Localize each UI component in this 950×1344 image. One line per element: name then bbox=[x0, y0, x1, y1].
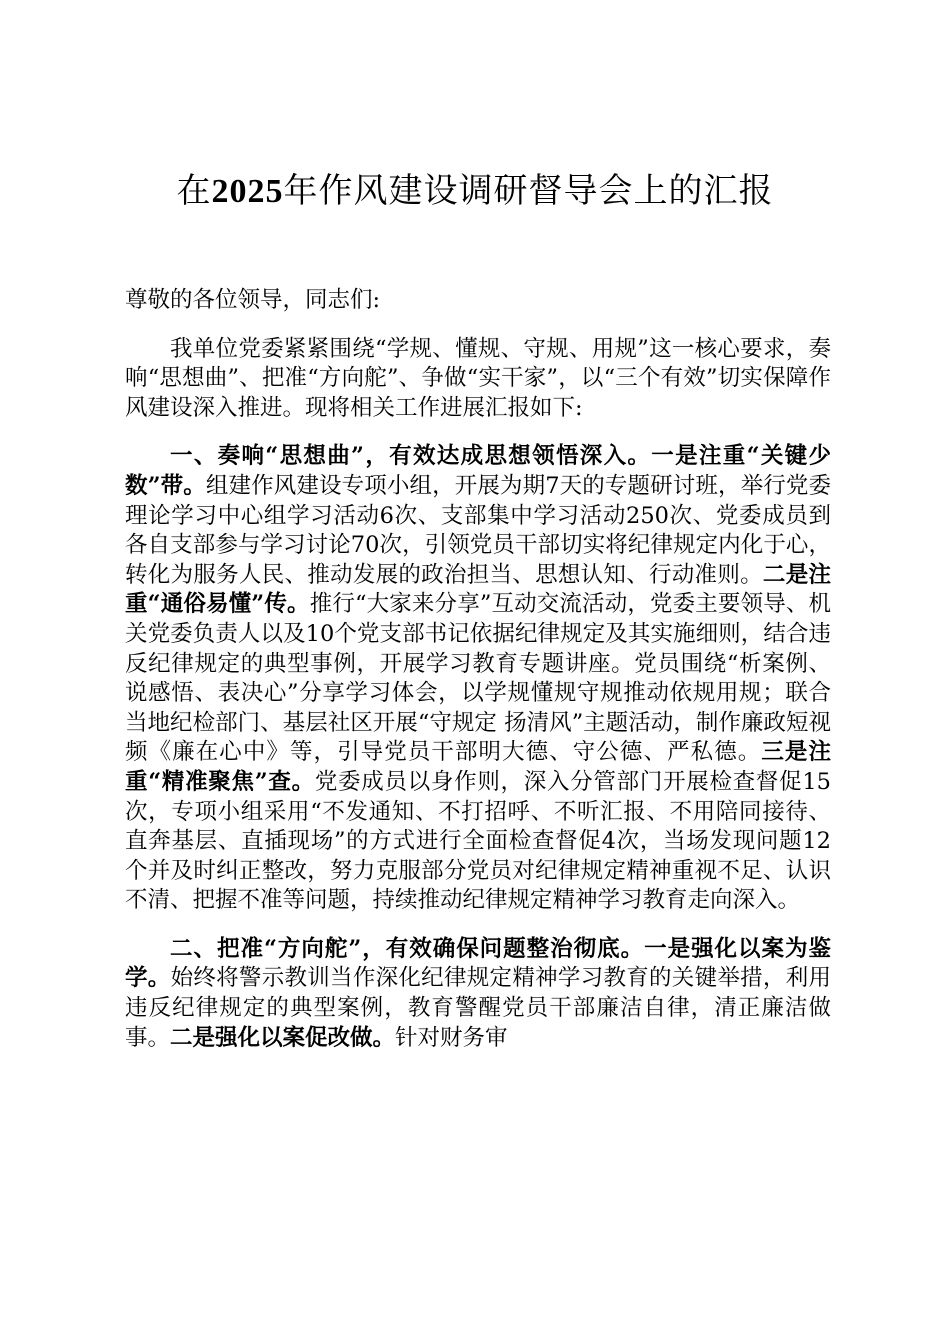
title-suffix: 年作风建设调研督导会上的汇报 bbox=[283, 171, 774, 211]
salutation: 尊敬的各位领导，同志们: bbox=[125, 287, 381, 313]
section-2-point-2-title: 二是强化以案促改做。 bbox=[170, 1024, 396, 1051]
section-1-point-1-text: 组建作风建设专项小组，开展为期7天的专题研讨班，举行党委理论学习中心组学习活动6次、支部集中学习活动250次、党委成员到各自支部参与学习讨论70次，引领党员干部切实将纪律规定内化于心，转化为服务人民、推动发展的政治担当、思想认知、行动准则。 bbox=[125, 472, 831, 588]
section-2-paragraph bbox=[125, 935, 831, 1053]
section-1-point-3-text: 党委成员以身作则，深入分管部门开展检查督促15次，专项小组采用“不发通知、不打招呼、不听汇报、不用陪同接待、直奔基层、直插现场”的方式进行全面检查督促4次，当场发现问题12个并及时纠正整改，努力克服部分党员对纪律规定精神重视不足、认识不清、把握不准等问题，持续推动纪律规定精神学习教育走向深入。 bbox=[125, 768, 831, 914]
section-1-point-2-text: 推行“大家来分享”互动交流活动，党委主要领导、机关党委负责人以及10个党支部书记依据纪律规定及其实施细则，结合违反纪律规定的典型事例，开展学习教育专题讲座。党员围绕“析案例、说感悟、表决心”分享学习体会，以学规懂规守规推动依规用规；联合当地纪检部门、基层社区开展“守规定 扬清风”主题活动，制作廉政短视频《廉在心中》等，引导党员干部明大德、守公德、严私德。 bbox=[125, 591, 831, 766]
document-body bbox=[125, 286, 831, 1072]
title-year: 2025 bbox=[211, 173, 284, 210]
title-prefix: 在 bbox=[176, 171, 212, 211]
section-2-point-1-text: 始终将警示教训当作深化纪律规定精神学习教育的关键举措，利用违反纪律规定的典型案例，教育警醒党员干部廉洁自律，清正廉洁做事。 bbox=[125, 965, 831, 1051]
section-2-point-1-title: 一是强化以案为鉴学。 bbox=[125, 935, 831, 992]
section-1-paragraph bbox=[125, 442, 831, 916]
section-1-point-2-title: 二是注重“通俗易懂”传。 bbox=[125, 561, 831, 618]
section-1-heading: 一、奏响“思想曲”，有效达成思想领悟深入。 bbox=[170, 443, 652, 470]
section-1-point-1-title: 一是注重“关键少数”带。 bbox=[125, 443, 831, 499]
section-2-point-2-text: 针对财务审 bbox=[395, 1024, 508, 1051]
document-title bbox=[0, 168, 950, 215]
section-2-heading: 二、把准“方向舵”，有效确保问题整治彻底。 bbox=[170, 935, 645, 962]
section-1-point-3-title: 三是注重“精准聚焦”查。 bbox=[125, 739, 831, 795]
intro-paragraph: 我单位党委紧紧围绕“学规、懂规、守规、用规”这一核心要求，奏响“思想曲”、把准“方向舵”、争做“实干家”，以“三个有效”切实保障作风建设深入推进。现将相关工作进展汇报如下: bbox=[125, 335, 831, 421]
